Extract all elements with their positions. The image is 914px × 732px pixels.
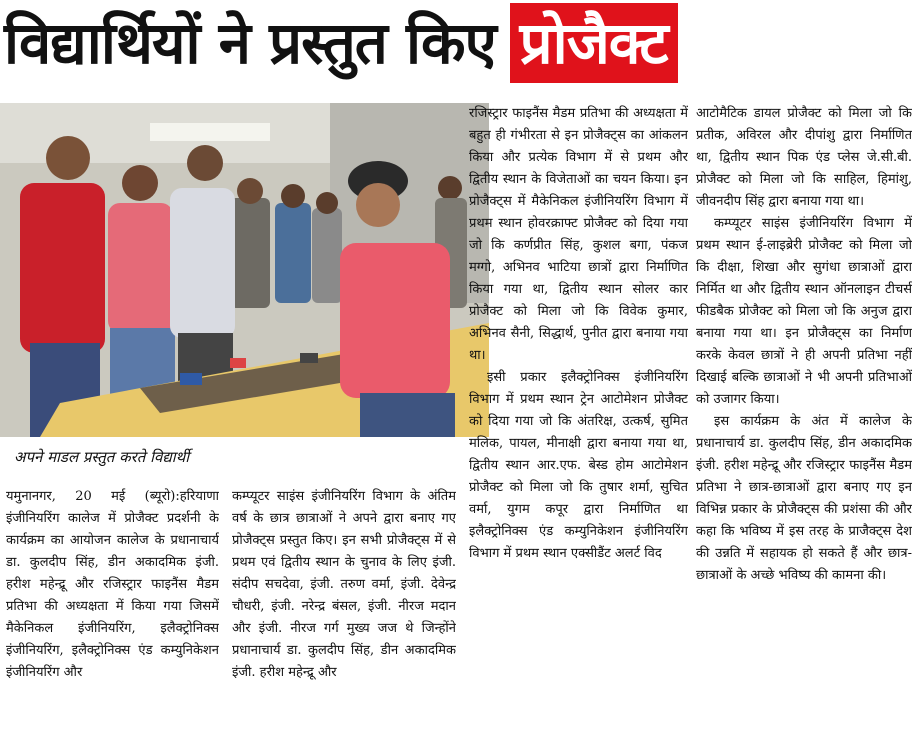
article-column-4	[696, 103, 912, 726]
article-column-2	[232, 486, 456, 726]
headline-main: विद्यार्थियों ने प्रस्तुत किए	[4, 9, 496, 77]
headline	[4, 0, 910, 86]
article-paragraph: आटोमैटिक डायल प्रोजैक्ट को मिला जो कि प्रतीक, अविरल और दीपांशु द्वारा निर्माणित था, द्वितीय स्थान पिक एंड प्लेस जे.सी.बी. प्रोजैक्ट को मिला जो कि साहिल, हिमांशु, जीवनदीप सिंह द्वारा बनाया गया था।	[696, 106, 912, 209]
article-column-1	[6, 486, 219, 726]
article-paragraph: कम्प्यूटर साइंस इंजीनियरिंग विभाग में प्रथम स्थान ई-लाइब्रेरी प्रोजैक्ट को मिला जो कि दीक्षा, शिखा और सुगंधा छात्राओं द्वारा निर्मित था और द्वितीय स्थान ऑनलाइन टीचर्स फीडबैक प्रोजैक्ट को मिला जो कि अनुज द्वारा बनाया गया था। इन प्रोजैक्ट्स का निर्माण करके केवल छात्रों ने ही अपनी प्रतिभा नहीं दिखाई बल्कि छात्राओं ने भी अपनी प्रतिभाओं को उजागर किया।	[696, 216, 912, 407]
headline-highlight: प्रोजैक्ट	[510, 3, 678, 83]
article-paragraph: यमुनानगर, 20 मई (ब्यूरो):हरियाणा इंजीनियरिंग कालेज में प्रोजैक्ट प्रदर्शनी के कार्यक्रम का आयोजन कालेज के प्रधानाचार्य डा. कुलदीप सिंह, डीन अकादमिक इंजी. हरीश महेन्द्रू और रजिस्ट्रार फाइनैंस मैडम प्रतिभा की अध्यक्षता में किया गया जिसमें मैकेनिकल इंजीनियरिंग, इलैक्ट्रोनिक्स इंजीनियरिंग, इलैक्ट्रोनिक्स एंड कम्युनिकेशन इंजीनियरिंग और	[6, 489, 219, 680]
article-paragraph: इसी प्रकार इलैक्ट्रोनिक्स इंजीनियरिंग विभाग में प्रथम स्थान ट्रेन आटोमेशन प्रोजैक्ट को दिया गया जो कि अंतरिक्ष, उत्कर्ष, सुमित मलिक, पायल, मीनाक्षी द्वारा बनाया गया था, द्वितीय स्थान आर.एफ. बेस्ड होम आटोमेशन प्रोजैक्ट को मिला जो कि तुषार शर्मा, सुचित वर्मा, युगम कपूर द्वारा निर्माणित था इलैक्ट्रोनिक्स एंड कम्युनिकेशन इंजीनियरिंग विभाग में प्रथम स्थान एक्सीडैंट अलर्ट विद	[469, 370, 688, 561]
photo-caption: अपने माडल प्रस्तुत करते विद्यार्थी	[14, 448, 190, 466]
article-paragraph: रजिस्ट्रार फाइनैंस मैडम प्रतिभा की अध्यक्षता में बहुत ही गंभीरता से इन प्रोजैक्ट्स का आंकलन किया और प्रत्येक विभाग में से प्रथम और द्वितीय स्थान के विजेताओं का चयन किया। इन प्रोजैक्ट्स में मैकेनिकल इंजीनियरिंग विभाग में प्रथम स्थान होवरक्राफ्ट प्रोजैक्ट को दिया गया जो कि कर्णप्रीत सिंह, कुशल बगा, पंकज मग्गो, अभिनव भाटिया छात्रों द्वारा निर्माणित किया गया था, द्वितीय स्थान सोलर कार प्रोजैक्ट को मिला जो कि विवेक कुमार, अभिनव सैनी, सिद्धार्थ, पुनीत द्वारा बनाया गया था।	[469, 106, 688, 363]
article-column-3	[469, 103, 688, 726]
article-paragraph: कम्प्यूटर साइंस इंजीनियरिंग विभाग के अंतिम वर्ष के छात्र छात्राओं ने अपने द्वारा बनाए गए प्रोजैक्ट्स प्रस्तुत किए। इन सभी प्रोजैक्ट्स में से प्रथम एवं द्वितीय स्थान के चुनाव के लिए इंजी. संदीप सचदेवा, इंजी. तरुण वर्मा, इंजी. देवेन्द्र चौधरी, इंजी. नरेन्द्र बंसल, इंजी. नीरज मदान और इंजी. नीरज गर्ग मुख्य जज थे जिन्होंने प्रधानाचार्य डा. कुलदीप सिंह, डीन अकादमिक इंजी. हरीश महेन्द्रू और	[232, 489, 456, 680]
students-photo-illustration	[0, 103, 489, 437]
article-paragraph: इस कार्यक्रम के अंत में कालेज के प्रधानाचार्य डा. कुलदीप सिंह, डीन अकादमिक इंजी. हरीश महेन्द्रू और रजिस्ट्रार फाइनैंस मैडम प्रतिभा ने छात्र-छात्राओं द्वारा बनाए गए इन विभिन्न प्रकार के प्रोजैक्ट्स की प्रशंसा की और कहा कि भविष्य में इस तरह के प्राजैक्ट्स देश की उन्नति में सहायक हो सकते हैं और छात्र-छात्राओं के अच्छे भविष्य की कामना की।	[696, 414, 912, 583]
news-photo	[0, 103, 489, 437]
